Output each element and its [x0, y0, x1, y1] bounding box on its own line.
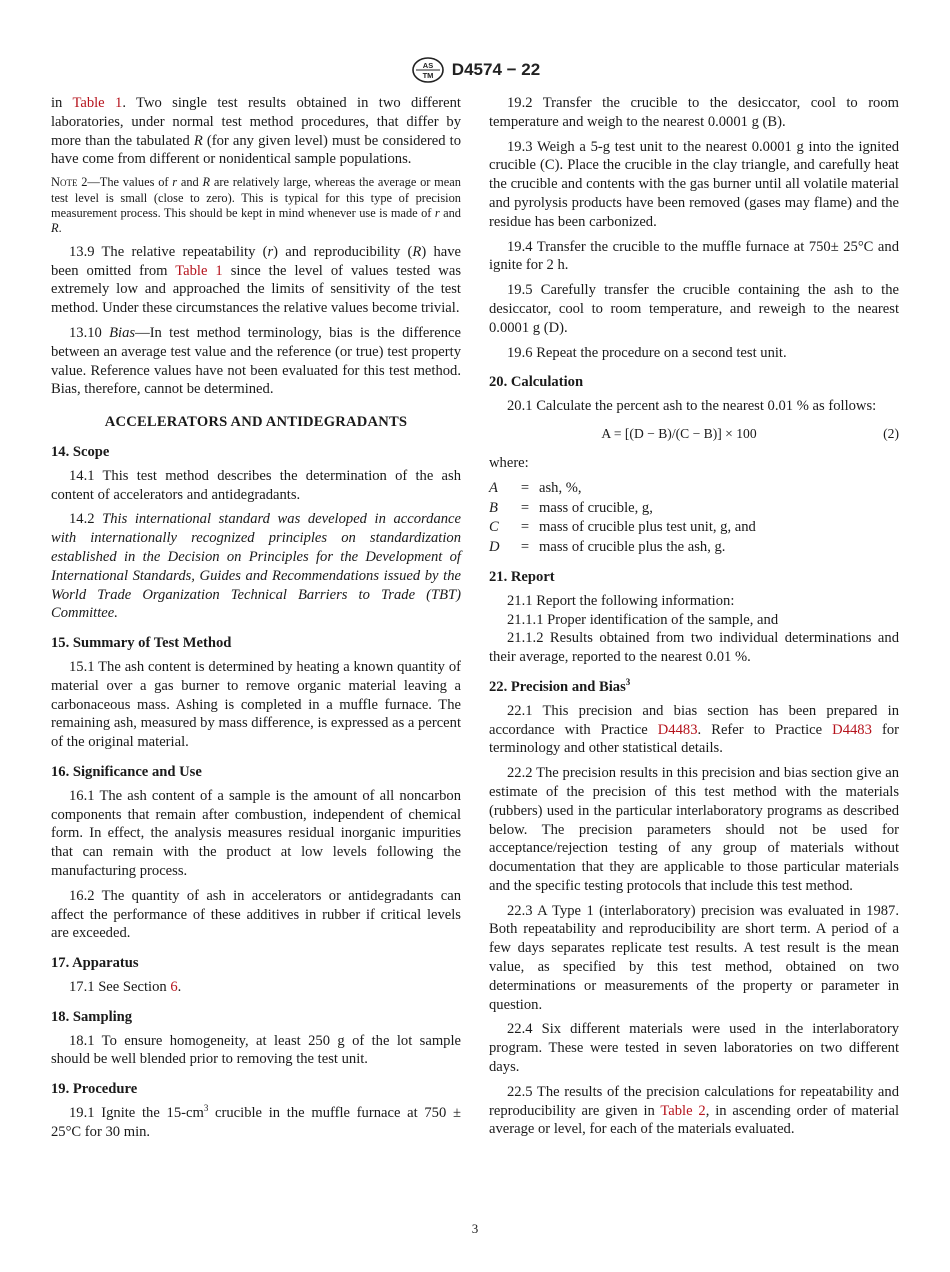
table-2-link[interactable]: Table 2	[660, 1102, 706, 1119]
table-1-link[interactable]: Table 1	[72, 95, 123, 111]
footnote-3-marker: 3	[625, 677, 631, 688]
paragraph-21-1-1: 21.1.1 Proper identification of the sample, and	[507, 611, 779, 628]
equation-2	[489, 422, 899, 446]
left-column	[51, 94, 461, 1147]
standard-designation: D4574 − 22	[451, 60, 541, 79]
part-title: ACCELERATORS AND ANTIDEGRADANTS	[104, 414, 408, 431]
paragraph-22-2: 22.2 The precision results in this precision and bias section give an estimate of the precision of this test method with the materials (rubbers) used in the particular interlaboratory programs as described below. The precision parameters should not be used for acceptance/rejection testing of any group of materials without documentation that they are applicable to those particular materials and the specific testing protocols that include this test method.	[489, 765, 899, 894]
section-16-heading: 16. Significance and Use	[51, 763, 202, 780]
paragraph-13-9: 13.9 The relative repeatability (r) and reproducibility (R) have been omitted from Table 1 since the level of values tested was extremely low and approached the limits of sensitivity of the test method. Under these circumstances the relative values become trivial.	[51, 243, 462, 317]
note-2: Note 2—The values of r and R are relatively large, whereas the average or mean test level is small (close to zero). This is typical for this type of precision measurement process. This should be kept in mind whenever use is made of r and R.	[51, 175, 461, 236]
paragraph-21-1-2: 21.1.2 Results obtained from two individual determinations and their average, reported to the nearest 0.01 %.	[489, 630, 899, 666]
svg-text:AS: AS	[422, 61, 434, 70]
equation-number: (2)	[883, 425, 899, 441]
paragraph-15-1: 15.1 The ash content is determined by heating a known quantity of material over a gas burner to remove organic material leaving a carbonaceous mass. Ashing is completed in a muffle furnace. The remaining ash, measured by mass difference, is expressed as a percent of the original material.	[51, 658, 461, 751]
section-19-heading: 19. Procedure	[51, 1081, 138, 1098]
section-15-heading: 15. Summary of Test Method	[51, 635, 232, 652]
paragraph-16-1: 16.1 The ash content of a sample is the amount of all noncarbon components that remain after combustion, independent of chemical form. In effect, the analysis measures residual inorganic impurities that can remain with the product at low levels following the manufacturing process.	[51, 787, 461, 879]
paragraph-14-2: 14.2 This international standard was developed in accordance with internationally recognized principles on standardization established in the Decision on Principles for the Development of International Standards, Guides and Recommendations issued by the World Trade Organization Technical Barriers to Trade (TBT) Committee.	[51, 511, 461, 622]
equation-body: A = [(D − B)/(C − B)] × 100	[601, 425, 757, 441]
svg-text:TM: TM	[422, 71, 434, 80]
where-label: where:	[489, 454, 529, 471]
paragraph-18-1: 18.1 To ensure homogeneity, at least 250 g of the lot sample should be well blended prior to removing the test unit.	[51, 1032, 461, 1068]
section-18-heading: 18. Sampling	[51, 1008, 133, 1025]
paragraph-14-1: 14.1 This test method describes the determination of the ash content of accelerators and antidegradants.	[51, 467, 461, 503]
table-1-link-2[interactable]: Table 1	[175, 262, 223, 279]
page-header	[0, 56, 950, 89]
paragraph-17-1: 17.1 See Section 6.	[69, 978, 182, 995]
where-item: C = mass of crucible plus test unit, g, and	[489, 519, 756, 536]
where-item: D = mass of crucible plus the ash, g.	[489, 539, 726, 556]
paragraph-19-4: 19.4 Transfer the crucible to the muffle furnace at 750± 25°C and ignite for 2 h.	[489, 238, 899, 274]
paragraph-22-5: 22.5 The results of the precision calculations for repeatability and reproducibility are given in Table 2, in ascending order of material average or level, for each of the materials evaluated.	[489, 1083, 899, 1138]
section-17-heading: 17. Apparatus	[51, 955, 139, 972]
section-22-heading: 22. Precision and Bias$^3$	[489, 677, 631, 695]
paragraph-21-1: 21.1 Report the following information:	[507, 592, 735, 609]
astm-logo-icon	[410, 56, 446, 84]
section-6-link[interactable]: 6	[170, 978, 178, 995]
d4483-link-2[interactable]: D4483	[832, 721, 872, 738]
right-column	[489, 94, 899, 1145]
paragraph-20-1: 20.1 Calculate the percent ash to the nearest 0.01 % as follows:	[507, 398, 877, 415]
d4483-link[interactable]: D4483	[657, 721, 698, 738]
where-item: B = mass of crucible, g,	[489, 499, 653, 516]
where-list	[489, 479, 899, 557]
paragraph-22-1: 22.1 This precision and bias section has been prepared in accordance with Practice D4483. Refer to Practice D4483 for terminology and other statistical details.	[489, 702, 899, 757]
paragraph-19-2: 19.2 Transfer the crucible to the desiccator, cool to room temperature and weigh to the nearest 0.0001 g (B).	[489, 95, 899, 130]
paragraph-22-4: 22.4 Six different materials were used in the interlaboratory program. These were tested in seven laboratories on two different days.	[489, 1021, 899, 1076]
section-20-heading: 20. Calculation	[489, 374, 584, 391]
section-21-heading: 21. Report	[489, 568, 555, 585]
section-14-heading: 14. Scope	[51, 443, 110, 460]
paragraph-19-6: 19.6 Repeat the procedure on a second test unit.	[507, 344, 787, 361]
page-number: 3	[471, 1221, 479, 1236]
paragraph-22-3: 22.3 A Type 1 (interlaboratory) precision was evaluated in 1987. Both repeatability and reproducibility are short term. A period of a few days separates replicate test results. A test result is the mean value, as specified by this test method, obtained on two determinations or measurements of the property or parameter in question.	[489, 902, 899, 1013]
paragraph-19-3: 19.3 Weigh a 5-g test unit to the nearest 0.0001 g into the ignited crucible (C). Place the crucible in the clay triangle, and carefully heat the crucible and contents with the gas burner until all volatile material and pyrolysis products have been removed (gases may flame) and the residue has been carbonized.	[489, 138, 899, 230]
paragraph-13-8-cont: in Table 1. Two single test results obtained in two different laboratories, under normal test method procedures, that differ by more than the tabulated R (for any given level) must be considered to have come from different or nonidentical sample populations.	[51, 95, 461, 168]
paragraph-16-2: 16.2 The quantity of ash in accelerators or antidegradants can affect the performance of these additives in rubber if critical levels are exceeded.	[51, 887, 461, 942]
paragraph-13-10: 13.10 Bias—In test method terminology, bias is the difference between an average test value and the reference (or true) test property value. Reference values have not been evaluated for this test method. Bias, therefore, cannot be determined.	[51, 325, 461, 398]
where-item: A = ash, %,	[489, 479, 582, 496]
paragraph-19-5: 19.5 Carefully transfer the crucible containing the ash to the desiccator, cool to room temperature, and reweigh to the nearest 0.0001 g (D).	[489, 282, 899, 336]
paragraph-19-1: 19.1 Ignite the $15-cm^3$ crucible in the muffle furnace at 750 ± 25°C for 30 min.	[51, 1103, 461, 1140]
